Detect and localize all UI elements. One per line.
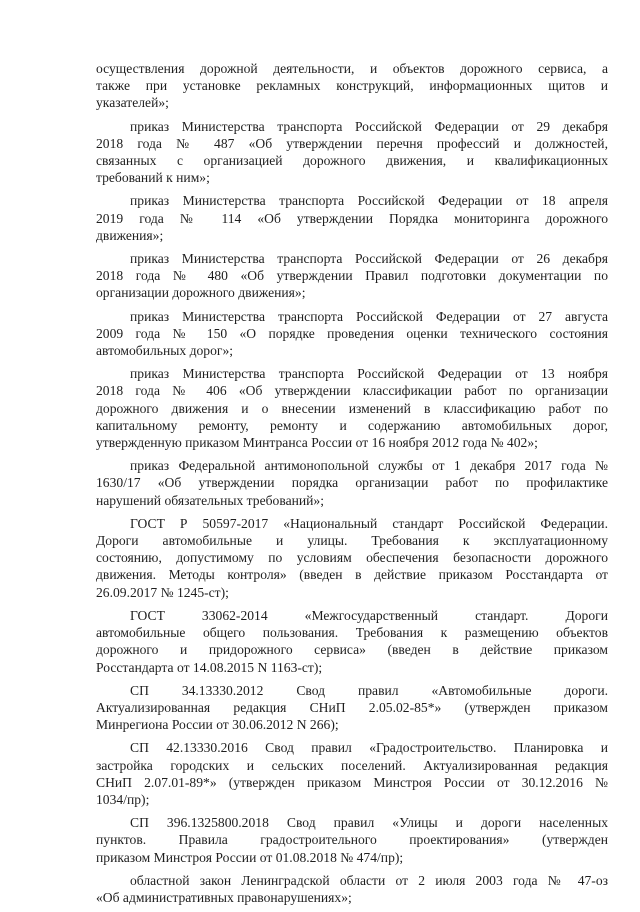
text-line: 26.09.2017 № 1245-ст);	[96, 584, 229, 600]
text-line: Минрегиона России от 30.06.2012 N 266);	[96, 717, 339, 733]
paragraph	[96, 739, 608, 808]
text-line: СП 34.13330.2012 Свод правил «Автомобильные дороги.	[130, 682, 608, 698]
text-line: 2009 года № 150 «О порядке проведения оценки технического состояния	[96, 325, 608, 341]
text-line: 2019 года № 114 «Об утверждении Порядка мониторинга дорожного	[96, 210, 608, 226]
text-line: связанных с организацией дорожного движения, и квалификационных	[96, 153, 608, 169]
text-line: дорожного движения и о внесении изменений в классификацию работ по	[96, 400, 608, 416]
document-body	[96, 60, 608, 912]
text-line: застройка городских и сельских поселений. Актуализированная редакция	[96, 757, 608, 773]
paragraph	[96, 192, 608, 244]
text-line: пунктов. Правила градостроительного проектирования» (утвержден	[96, 832, 608, 848]
text-line: областной закон Ленинградской области от 2 июля 2003 года № 47-оз	[130, 872, 608, 888]
text-line: указателей»;	[96, 95, 169, 111]
text-line: дорожного и придорожного сервиса» (введен в действие приказом	[96, 642, 608, 658]
text-line: приказом Минстроя России от 01.08.2018 № 474/пр);	[96, 849, 404, 865]
text-line: автомобильные общего пользования. Требования к размещению объектов	[96, 625, 608, 641]
paragraph	[96, 814, 608, 866]
paragraph	[96, 250, 608, 302]
text-line: автомобильных дорог»;	[96, 343, 234, 359]
text-line: ГОСТ 33062-2014 «Межгосударственный стандарт. Дороги	[130, 607, 608, 623]
text-line: приказ Министерства транспорта Российской Федерации от 26 декабря	[130, 251, 608, 267]
text-line: 2018 года № 406 «Об утверждении классификации работ по организации	[96, 383, 608, 399]
text-line: капитальному ремонту, ремонту и содержанию автомобильных дорог,	[96, 417, 608, 433]
text-line: Актуализированная редакция СНиП 2.05.02-85*» (утвержден приказом	[96, 699, 608, 715]
paragraph	[96, 118, 608, 187]
paragraph	[96, 515, 608, 601]
text-line: движения. Методы контроля» (введен в действие приказом Росстандарта от	[96, 567, 608, 583]
text-line: 1034/пр);	[96, 791, 150, 807]
text-line: состоянию, допустимому по условиям обеспечения безопасности дорожного	[96, 550, 608, 566]
text-line: Дороги автомобильные и улицы. Требования к эксплуатационному	[96, 533, 608, 549]
text-line: 2018 года № 487 «Об утверждении перечня профессий и должностей,	[96, 135, 608, 151]
text-line: 1630/17 «Об утверждении порядка организации работ по профилактике	[96, 475, 608, 491]
text-line: ГОСТ Р 50597-2017 «Национальный стандарт Российской Федерации.	[130, 515, 608, 531]
text-line: движения»;	[96, 227, 164, 243]
text-line: нарушений обязательных требований»;	[96, 492, 325, 508]
paragraph	[96, 457, 608, 509]
text-line: приказ Министерства транспорта Российской Федерации от 18 апреля	[130, 193, 608, 209]
text-line: приказ Министерства транспорта Российской Федерации от 29 декабря	[130, 118, 608, 134]
paragraph	[96, 308, 608, 360]
text-line: СНиП 2.07.01-89*» (утвержден приказом Минстроя России от 30.12.2016 №	[96, 774, 608, 790]
text-line: организации дорожного движения»;	[96, 285, 306, 301]
text-line: 2018 года № 480 «Об утверждении Правил подготовки документации по	[96, 268, 608, 284]
paragraph	[96, 682, 608, 734]
text-line: приказ Министерства транспорта Российской Федерации от 27 августа	[130, 308, 608, 324]
text-line: СП 396.1325800.2018 Свод правил «Улицы и дороги населенных	[130, 815, 608, 831]
text-line: приказ Федеральной антимонопольной службы от 1 декабря 2017 года №	[130, 458, 608, 474]
text-line: СП 42.13330.2016 Свод правил «Градостроительство. Планировка и	[130, 740, 608, 756]
text-line: также при установке рекламных конструкций, информационных щитов и	[96, 78, 608, 94]
paragraph	[96, 872, 608, 906]
text-line: Росстандарта от 14.08.2015 N 1163-ст);	[96, 659, 323, 675]
paragraph	[96, 365, 608, 451]
paragraph	[96, 60, 608, 112]
text-line: осуществления дорожной деятельности, и объектов дорожного сервиса, а	[96, 61, 608, 76]
text-line: требований к ним»;	[96, 170, 210, 186]
text-line: утвержденную приказом Минтранса России от 16 ноября 2012 года № 402»;	[96, 435, 538, 451]
text-line: приказ Министерства транспорта Российской Федерации от 13 ноября	[130, 366, 608, 382]
paragraph	[96, 607, 608, 676]
text-line: «Об административных правонарушениях»;	[96, 889, 352, 905]
